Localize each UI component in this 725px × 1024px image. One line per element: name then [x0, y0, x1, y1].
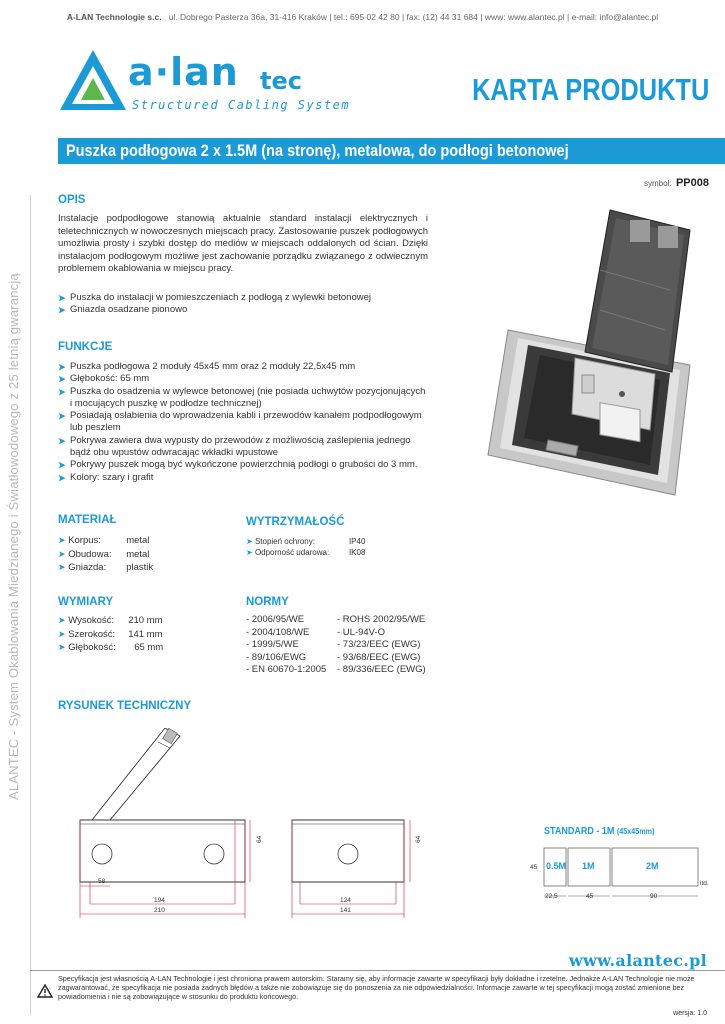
- arrow-icon: ➤: [58, 460, 66, 471]
- arrow-icon: ➤: [58, 628, 66, 639]
- list-item: - UL-94V-O: [337, 626, 386, 638]
- arrow-icon: ➤: [58, 305, 66, 316]
- section-normy-heading: NORMY: [246, 596, 289, 608]
- funkcje-bullets: [58, 361, 430, 484]
- list-item: ➤ Głębokość: 65 mm: [58, 373, 150, 385]
- arrow-icon: ➤: [58, 535, 66, 545]
- section-wytrzymalosc-heading: WYTRZYMAŁOŚĆ: [246, 516, 345, 528]
- sidebar-guarantee-text: ALANTEC - System Okablowania Miedzianego i Światłowodowego z 25 letnią gwarancją: [6, 273, 21, 800]
- symbol-label: symbol:: [643, 179, 672, 188]
- list-item: - EN 60670-1:2005: [246, 664, 327, 675]
- list-item: ➤ Puszka podłogowa 2 moduły 45x45 mm oraz 2 moduły 22,5x45 mm: [58, 361, 356, 372]
- technical-drawing: [70, 728, 440, 918]
- footer-disclaimer: Specyfikacja jest własnością A-LAN Technologie i jest chroniona prawem autorskim. Staramy się, aby informacje zawarte w specyfikacji były dokładne i rzetelne. Jednakże A-LAN Technologie nie może zagwarantować, że specyfikacja nie posiada żadnych błędów a także nie zobowiązuje się do ponoszenia za nie odpowiedzialności. Informacje zawarte w tej specyfikacji mogą zostać zmienione bez powiadomienia i nie są zobowiązujące w stosunku do produktu końcowego.: [58, 974, 695, 1001]
- section-wymiary-heading: WYMIARY: [58, 596, 114, 608]
- module-w225: 22,5: [545, 893, 558, 900]
- list-item: ➤ Gniazda osadzane pionowo: [58, 304, 188, 316]
- footer-divider: [30, 970, 725, 971]
- list-item: - 2004/108/WE: [246, 626, 310, 638]
- contact-info: ul. Dobrego Pasterza 36a, 31-416 Kraków | tel.: 695 02 42 80 | fax: (12) 44 31 684 | www: www.alantec.pl | e-mail: info@alantec.pl: [168, 12, 659, 22]
- header-contact-bar: [0, 12, 725, 22]
- list-item: - 89/106/EWG: [246, 651, 307, 663]
- arrow-icon: ➤: [246, 537, 253, 546]
- list-item: ➤ Posiadają osłabienia do wprowadzenia kabli i przewodów kanałem podpodłogowym lub peszlem: [58, 410, 422, 434]
- footer-website-link[interactable]: www.alantec.pl: [568, 951, 707, 970]
- list-item: - 73/23/EEC (EWG): [337, 639, 421, 650]
- list-item: ➤ Pokrywa zawiera dwa wypusty do przewodów z możliwością zaślepienia jednego bądź obu wpustów odwracając wkładki wpustowe: [58, 434, 411, 459]
- arrow-icon: ➤: [58, 642, 66, 652]
- standard-heading: STANDARD - 1M (45x45mm): [544, 826, 655, 837]
- dim-right-141: 141: [340, 907, 351, 914]
- dim-left-210: 210: [154, 907, 165, 914]
- module-height: 45: [530, 864, 538, 871]
- logo-tec: tec: [260, 67, 302, 95]
- arrow-icon: ➤: [58, 411, 66, 422]
- list-item: ➤ Odporność udarowa: IK08: [246, 548, 366, 557]
- arrow-icon: ➤: [58, 386, 66, 397]
- arrow-icon: ➤: [58, 374, 66, 385]
- module-diagram: [540, 846, 710, 906]
- logo-subtitle: Structured Cabling System: [132, 98, 351, 112]
- list-item: - 2006/95/WE: [246, 614, 305, 625]
- normy-col-1: [246, 614, 336, 677]
- arrow-icon: ➤: [58, 472, 66, 483]
- list-item: - 89/336/EEC (EWG): [337, 664, 426, 675]
- company-name: A-LAN Technologie s.c.: [66, 12, 162, 22]
- list-item: ➤ Obudowa: metal: [58, 548, 150, 560]
- list-item: ➤ Korpus: metal: [58, 535, 150, 546]
- arrow-icon: ➤: [58, 548, 66, 559]
- list-item: ➤ Pokrywy puszek mogą być wykończone powierzchnią podłogi o grubości do 3 mm.: [58, 459, 418, 471]
- list-item: ➤ Głębokość: 65 mm: [58, 642, 164, 653]
- list-item: - 93/68/EEC (EWG): [337, 651, 421, 663]
- arrow-icon: ➤: [58, 362, 66, 372]
- wytrzymalosc-list: [246, 536, 446, 558]
- section-material-heading: MATERIAŁ: [58, 514, 117, 526]
- symbol-value: PP008: [675, 177, 709, 189]
- dim-right-124: 124: [340, 897, 351, 904]
- logo-wordmark: a·lan: [128, 50, 239, 94]
- wymiary-list: [58, 614, 228, 655]
- list-item: - 1999/5/WE: [246, 639, 299, 650]
- list-item: ➤ Stopień ochrony: IP40: [246, 537, 366, 546]
- section-opis-heading: OPIS: [58, 194, 86, 206]
- arrow-icon: ➤: [58, 435, 66, 446]
- page-heading: KARTA PRODUKTU: [471, 72, 709, 107]
- sidebar-divider: [30, 195, 31, 1015]
- list-item: ➤ Wysokość: 210 mm: [58, 615, 163, 626]
- list-item: ➤ Puszka do osadzenia w wylewce betonowej (nie posiada uchwytów pozycjonujących i mocujących puszkę w podłodze technicznej): [58, 385, 426, 409]
- arrow-icon: ➤: [58, 293, 66, 303]
- module-05m: 0.5M: [546, 861, 567, 871]
- dim-right-64: 64: [415, 835, 422, 843]
- list-item: ➤ Puszka do instalacji w pomieszczeniach z podłogą z wylewki betonowej: [58, 292, 371, 303]
- dim-left-194: 194: [154, 897, 165, 904]
- list-item: ➤ Kolory: szary i grafit: [58, 471, 154, 483]
- opis-paragraph: Instalacje podpodłogowe stanowią aktualnie standard instalacji elektrycznych i teletechnicznych w nowoczesnych miejscach pracy. Zastosowanie puszek podłogowych umożliwia prosty i szybki dostęp do mediów w miejscach oddalonych od ścian. Dzięki instalacjom podłogowym możliwe jest zachowanie porządku związanego z odwiecznym problemem okablowania w miejscu pracy.: [58, 213, 428, 274]
- arrow-icon: ➤: [58, 615, 66, 625]
- module-2m: 2M: [646, 861, 659, 871]
- arrow-icon: ➤: [58, 562, 66, 572]
- product-symbol: [644, 177, 709, 189]
- warning-icon: [37, 984, 53, 998]
- list-item: ➤ Gniazda: plastik: [58, 562, 154, 573]
- dim-left-58: 58: [98, 878, 106, 885]
- module-w45: 45: [586, 893, 594, 900]
- section-rysunek-heading: RYSUNEK TECHNICZNY: [58, 700, 192, 712]
- normy-col-2: [337, 614, 447, 677]
- module-itd: itd.: [700, 880, 709, 887]
- version-label: wersja: 1.0: [673, 1010, 707, 1017]
- module-1m: 1M: [582, 861, 595, 871]
- material-list: [58, 534, 218, 575]
- section-funkcje-heading: FUNKCJE: [58, 341, 113, 353]
- alantec-logo-icon: [58, 48, 128, 114]
- list-item: ➤ Szerokość: 141 mm: [58, 628, 163, 640]
- product-photo: [460, 190, 700, 510]
- arrow-icon: ➤: [246, 548, 253, 557]
- module-w90: 90: [650, 893, 658, 900]
- list-item: - ROHS 2002/95/WE: [337, 614, 426, 625]
- opis-bullets: [58, 292, 438, 317]
- dim-left-64: 64: [256, 835, 263, 843]
- product-title: Puszka podłogowa 2 x 1.5M (na stronę), metalowa, do podłogi betonowej: [66, 142, 569, 160]
